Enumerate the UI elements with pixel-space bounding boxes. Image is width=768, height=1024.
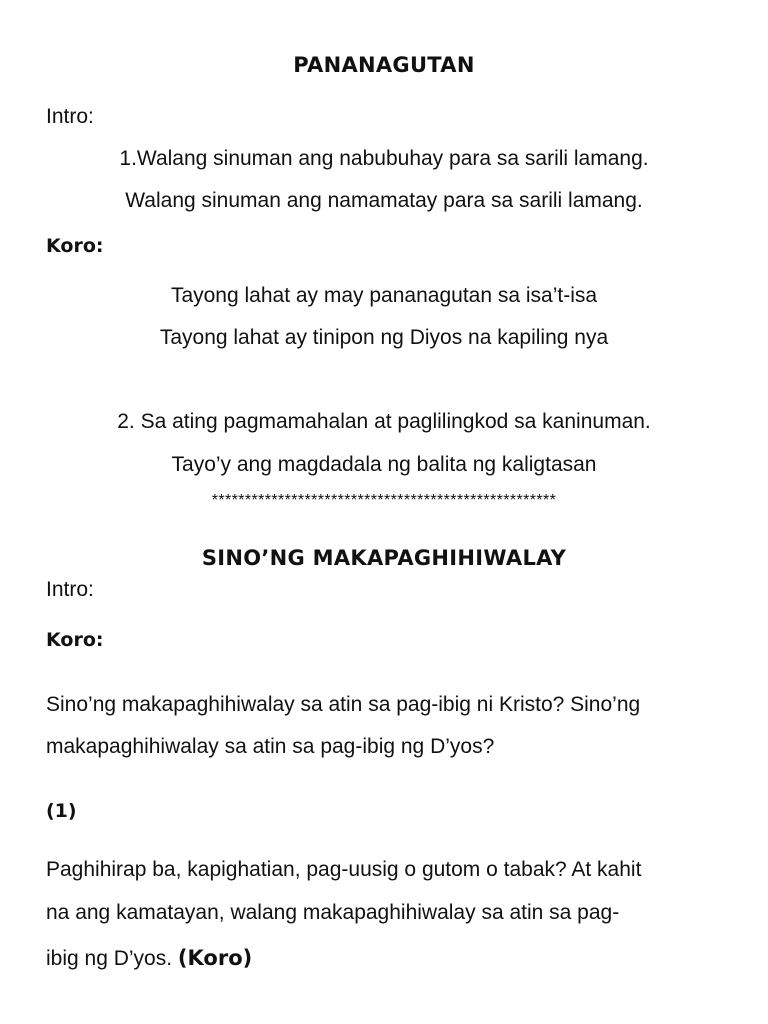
- song2-verse1-line: na ang kamatayan, walang makapaghihiwalay sa atin sa pag-: [46, 901, 620, 924]
- song2-verse1-label: (1): [46, 800, 77, 822]
- song2-chorus-line: Sino’ng makapaghihiwalay sa atin sa pag-ibig ni Kristo? Sino’ng: [46, 693, 641, 716]
- song1-intro-label: Intro:: [46, 105, 94, 128]
- song2-chorus-label: Koro:: [46, 629, 104, 651]
- song2-intro-label: Intro:: [46, 578, 94, 601]
- chorus-marker: (Koro): [177, 946, 253, 970]
- song1-chorus-label: Koro:: [46, 235, 104, 257]
- song1-chorus-line: Tayong lahat ay tinipon ng Diyos na kapiling nya: [159, 326, 609, 349]
- song2-chorus-line: makapaghihiwalay sa atin sa pag-ibig ng D’yos?: [46, 735, 495, 758]
- section-separator: ****************************************************: [211, 492, 557, 509]
- song2-verse1-line: Paghihirap ba, kapighatian, pag-uusig o gutom o tabak? At kahit: [46, 858, 642, 881]
- song1-verse1-line: 1.Walang sinuman ang nabubuhay para sa sarili lamang.: [119, 147, 649, 170]
- song1-verse1-line: Walang sinuman ang namamatay para sa sarili lamang.: [125, 189, 643, 212]
- song1-title: PANANAGUTAN: [293, 53, 475, 77]
- song2-title: SINO’NG MAKAPAGHIHIWALAY: [201, 546, 567, 570]
- song2-verse1-last-line: [46, 946, 252, 971]
- song1-verse2-line: 2. Sa ating pagmamahalan at paglilingkod sa kaninuman.: [117, 410, 651, 433]
- song1-verse2-line: Tayo’y ang magdadala ng balita ng kaligtasan: [171, 453, 597, 476]
- song1-chorus-line: Tayong lahat ay may pananagutan sa isa’t-isa: [170, 284, 598, 307]
- song2-verse1-line: ibig ng D’yos.: [46, 947, 173, 970]
